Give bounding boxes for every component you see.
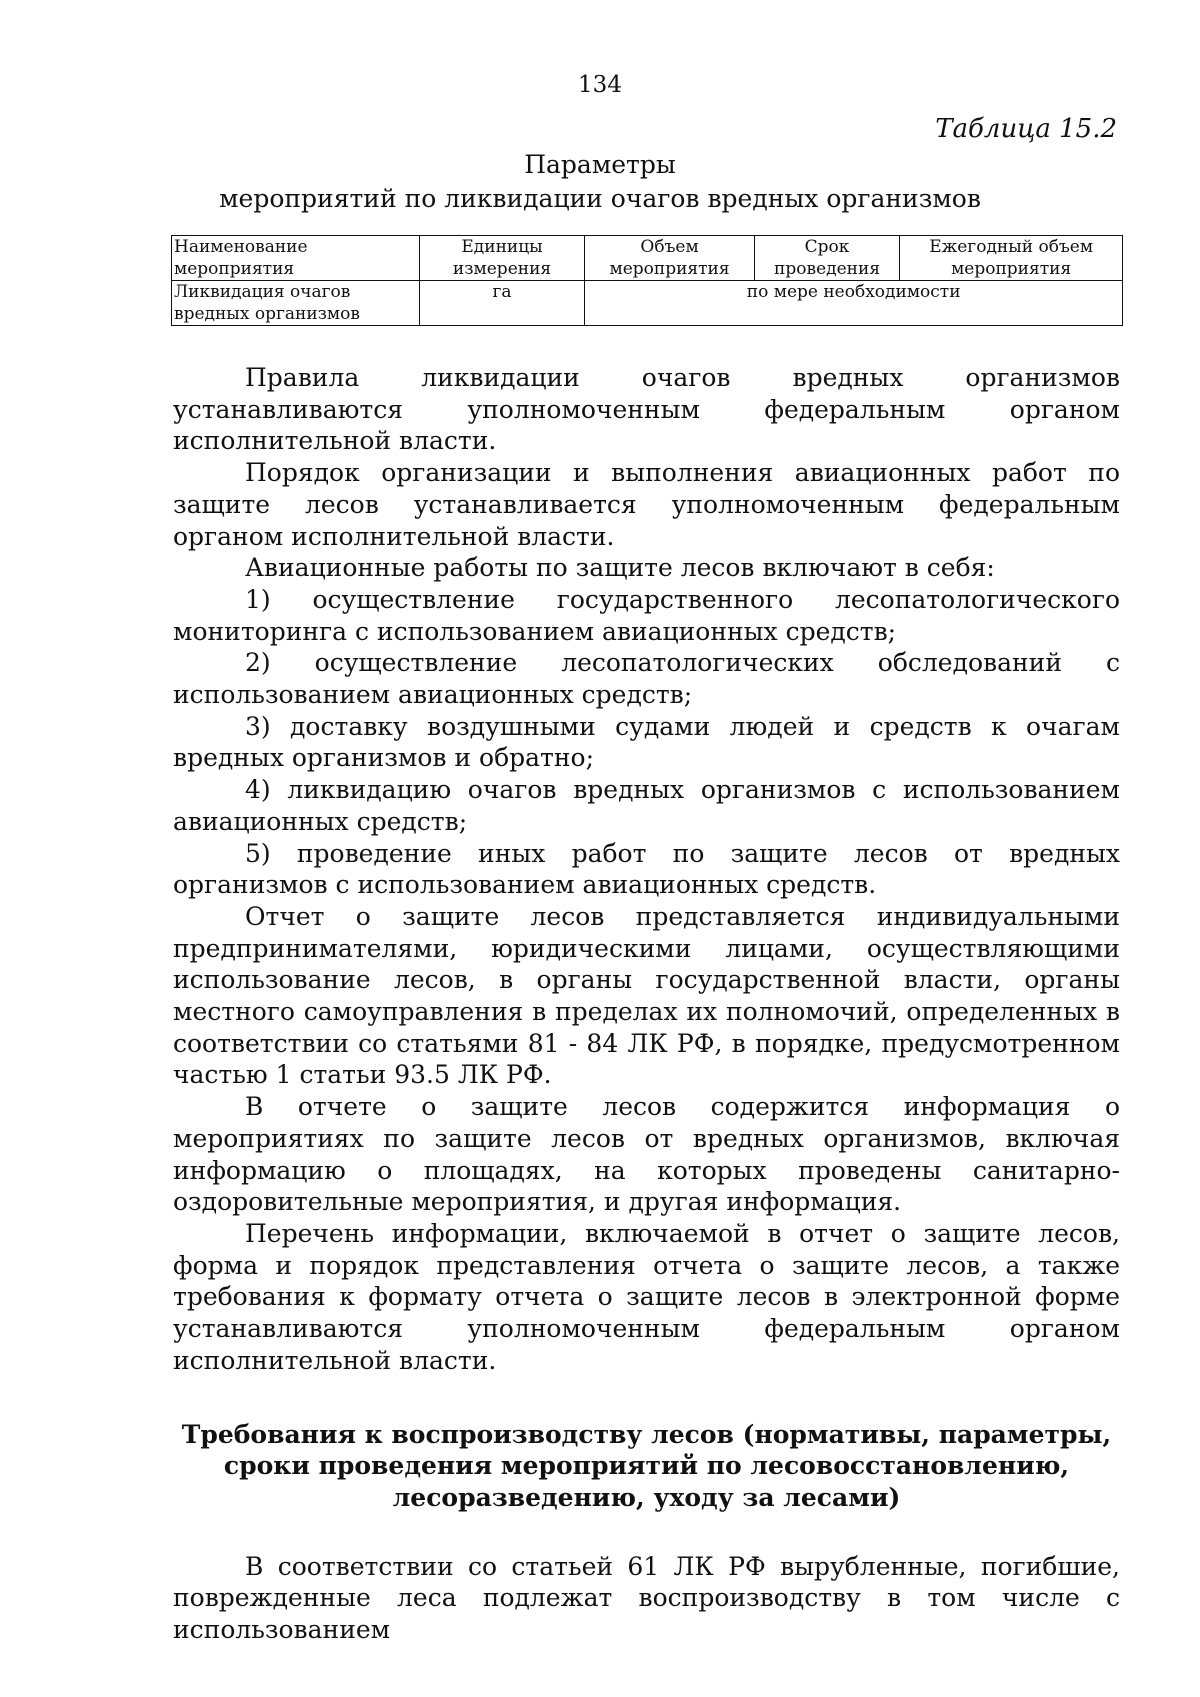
table-row bbox=[172, 281, 1123, 326]
header-term: Срок проведения bbox=[754, 236, 899, 281]
cell-measure-name: Ликвидация очагов вредных организмов bbox=[172, 281, 420, 326]
list-item: 2) осуществление лесопатологических обследований с использованием авиационных средств; bbox=[173, 648, 1120, 710]
header-measure-name: Наименование мероприятия bbox=[172, 236, 420, 281]
paragraph: Авиационные работы по защите лесов включают в себя: bbox=[245, 553, 995, 583]
paragraph: Порядок организации и выполнения авиационных работ по защите лесов устанавливается уполномоченным федеральным органом исполнительной власти. bbox=[173, 458, 1120, 551]
header-annual-volume: Ежегодный объем мероприятия bbox=[900, 236, 1123, 281]
body-text bbox=[173, 362, 1120, 1646]
section-heading bbox=[173, 1419, 1120, 1514]
list-item: 5) проведение иных работ по защите лесов от вредных организмов с использованием авиационных средств. bbox=[173, 838, 1120, 900]
list-item: 4) ликвидацию очагов вредных организмов с использованием авиационных средств; bbox=[173, 775, 1120, 836]
table-header-row bbox=[172, 236, 1123, 281]
paragraph: Перечень информации, включаемой в отчет о защите лесов, форма и порядок представления отчета о защите лесов, а также требования к формату отчета о защите лесов в электронной форме устанавливаются уполномоченным федеральным органом исполнительной власти. bbox=[173, 1218, 1120, 1375]
table-title-line-1: Параметры bbox=[524, 150, 676, 179]
paragraph: Отчет о защите лесов представляется индивидуальными предпринимателями, юридическими лицами, осуществляющими использование лесов, в органы государственной власти, органы местного самоуправления в пределах их полномочий, определенных в соответствии со статьями 81 - 84 ЛК РФ, в порядке, предусмотренном частью 1 статьи 93.5 ЛК РФ. bbox=[173, 901, 1120, 1090]
list-item: 3) доставку воздушными судами людей и средств к очагам вредных организмов и обратно; bbox=[173, 711, 1120, 773]
measures-table bbox=[171, 235, 1123, 326]
paragraph: В соответствии со статьей 61 ЛК РФ вырубленные, погибшие, поврежденные леса подлежат воспроизводству в том числе с использованием bbox=[173, 1551, 1120, 1645]
table-title bbox=[0, 148, 1200, 216]
paragraph: В отчете о защите лесов содержится информация о мероприятиях по защите лесов от вредных организмов, включая информацию о площадях, на которых проведены санитарно-оздоровительные мероприятия, и другая информация. bbox=[173, 1092, 1120, 1217]
table-title-line-2: мероприятий по ликвидации очагов вредных организмов bbox=[219, 184, 981, 213]
section-heading-line-2: сроки проведения мероприятий по лесовосстановлению, bbox=[223, 1451, 1070, 1481]
header-volume: Объем мероприятия bbox=[585, 236, 755, 281]
list-item: 1) осуществление государственного лесопатологического мониторинга с использованием авиационных средств; bbox=[173, 584, 1120, 646]
page-number: 134 bbox=[578, 72, 622, 98]
cell-unit: га bbox=[419, 281, 585, 326]
table-label: Таблица 15.2 bbox=[935, 114, 1117, 144]
section-heading-line-1: Требования к воспроизводству лесов (нормативы, параметры, bbox=[181, 1419, 1112, 1449]
header-units: Единицы измерения bbox=[419, 236, 585, 281]
cell-as-needed: по мере необходимости bbox=[585, 281, 1123, 326]
paragraph: Правила ликвидации очагов вредных организмов устанавливаются уполномоченным федеральным органом исполнительной власти. bbox=[173, 363, 1120, 456]
section-heading-line-3: лесоразведению, уходу за лесами) bbox=[392, 1482, 901, 1512]
